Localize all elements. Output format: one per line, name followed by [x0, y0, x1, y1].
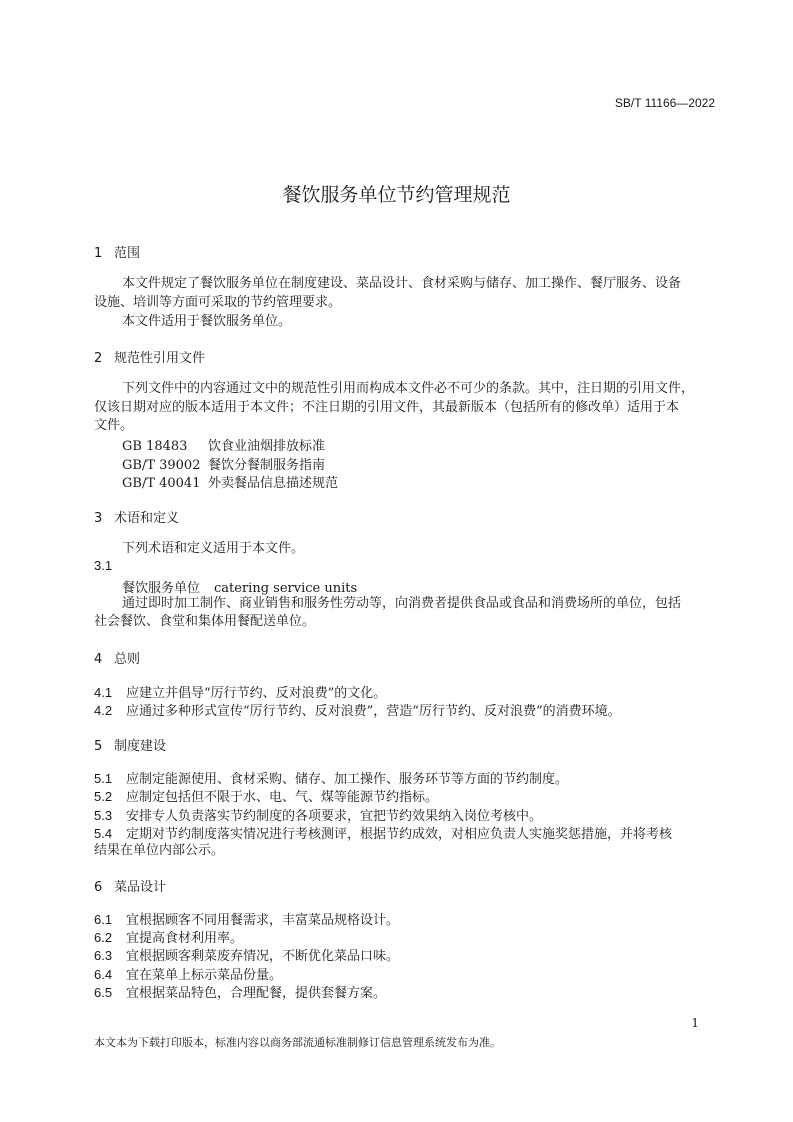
clause-number: 6.2 [94, 930, 113, 945]
paragraph-line: 下列术语和定义适用于本文件。 [122, 541, 305, 556]
term-chinese: 餐饮服务单位 [122, 581, 201, 596]
clause-item [94, 945, 399, 964]
section-number: 5 [94, 739, 103, 754]
paragraph-line: 仅该日期对应的版本适用于本文件；不注日期的引用文件，其最新版本（包括所有的修改单）适用于本 [94, 400, 680, 415]
clause-text: 定期对节约制度落实情况进行考核测评，根据节约成效，对相应负责人实施奖惩措施，并将考核 [126, 827, 673, 842]
section-title: 术语和定义 [114, 511, 180, 526]
clause-text: 宜在菜单上标示菜品份量。 [126, 968, 283, 983]
reference-code: GB/T 40041 [122, 476, 201, 491]
clause-item [94, 805, 542, 824]
clause-text: 宜根据顾客不同用餐需求，丰富菜品规格设计。 [126, 913, 400, 928]
reference-name: 外卖餐品信息描述规范 [208, 476, 339, 491]
section-number: 2 [94, 351, 103, 366]
clause-number: 5.2 [94, 789, 113, 804]
clause-text: 应制定能源使用、食材采购、储存、加工操作、服务环节等方面的节约制度。 [126, 772, 569, 787]
clause-number: 5.1 [94, 771, 113, 786]
paragraph-line: 文件。 [94, 418, 134, 433]
clause-text: 应通过多种形式宣传“厉行节约、反对浪费”，营造“厉行节约、反对浪费”的消费环境。 [126, 704, 621, 719]
reference-item [122, 472, 338, 491]
section-title: 制度建设 [114, 739, 167, 754]
footer-note: 本文本为下载打印版本，标准内容以商务部流通标准制修订信息管理系统发布为准。 [94, 1036, 501, 1049]
section-number: 4 [94, 652, 103, 667]
section-number: 3 [94, 511, 103, 526]
clause-text: 宜提高食材利用率。 [126, 931, 244, 946]
section-heading-3 [94, 507, 179, 526]
clause-number: 4.2 [94, 703, 113, 718]
clause-text: 宜根据菜品特色，合理配餐，提供套餐方案。 [126, 986, 387, 1001]
reference-code: GB 18483 [122, 439, 188, 454]
paragraph-line: 社会餐饮、食堂和集体用餐配送单位。 [94, 614, 316, 629]
document-number: SB/T 11166—2022 [614, 96, 715, 110]
section-number: 1 [94, 246, 103, 261]
reference-item [122, 435, 325, 454]
reference-code: GB/T 39002 [122, 458, 201, 473]
reference-item [122, 454, 325, 473]
section-heading-4 [94, 648, 140, 667]
term-entry [122, 577, 357, 596]
clause-item [94, 768, 568, 787]
reference-name: 饮食业油烟排放标准 [208, 439, 326, 454]
clause-text: 应制定包括但不限于水、电、气、煤等能源节约指标。 [126, 790, 439, 805]
clause-item [94, 823, 672, 842]
clause-item [94, 682, 386, 701]
page-title: 餐饮服务单位节约管理规范 [282, 184, 511, 206]
clause-number: 5.3 [94, 808, 113, 823]
section-heading-2 [94, 347, 205, 366]
clause-item [94, 909, 399, 928]
paragraph-line: 本文件规定了餐饮服务单位在制度建设、菜品设计、食材采购与储存、加工操作、餐厅服务、设备 [122, 276, 682, 291]
clause-text: 安排专人负责落实节约制度的各项要求，宜把节约效果纳入岗位考核中。 [126, 809, 543, 824]
paragraph-line: 本文件适用于餐饮服务单位。 [122, 314, 292, 329]
paragraph-line: 下列文件中的内容通过文中的规范性引用而构成本文件必不可少的条款。其中，注日期的引用文件， [122, 381, 695, 396]
clause-number: 5.4 [94, 826, 113, 841]
page-number: 1 [691, 1016, 699, 1030]
clause-item [94, 964, 282, 983]
clause-number: 6.3 [94, 948, 113, 963]
clause-number: 6.5 [94, 985, 113, 1000]
term-number: 3.1 [94, 558, 113, 573]
section-number: 6 [94, 880, 103, 895]
clause-number: 6.4 [94, 967, 113, 982]
section-title: 总则 [114, 652, 141, 667]
clause-item [94, 700, 621, 719]
reference-name: 餐饮分餐制服务指南 [208, 458, 326, 473]
clause-text: 应建立并倡导“厉行节约、反对浪费”的文化。 [126, 686, 387, 701]
term-english: catering service units [214, 581, 358, 596]
clause-item [94, 927, 243, 946]
paragraph-line: 通过即时加工制作、商业销售和服务性劳动等，向消费者提供食品或食品和消费场所的单位，包括 [122, 596, 682, 611]
section-heading-6 [94, 876, 166, 895]
clause-number: 6.1 [94, 912, 113, 927]
clause-text: 宜根据顾客剩菜废弃情况，不断优化菜品口味。 [126, 949, 400, 964]
clause-item [94, 786, 438, 805]
paragraph-line: 结果在单位内部公示。 [94, 843, 225, 858]
paragraph-line: 设施、培训等方面可采取的节约管理要求。 [94, 295, 342, 310]
section-title: 范围 [114, 246, 141, 261]
clause-item [94, 982, 386, 1001]
clause-number: 4.1 [94, 685, 113, 700]
section-heading-5 [94, 735, 166, 754]
section-heading-1 [94, 242, 140, 261]
section-title: 菜品设计 [114, 880, 167, 895]
section-title: 规范性引用文件 [114, 351, 206, 366]
